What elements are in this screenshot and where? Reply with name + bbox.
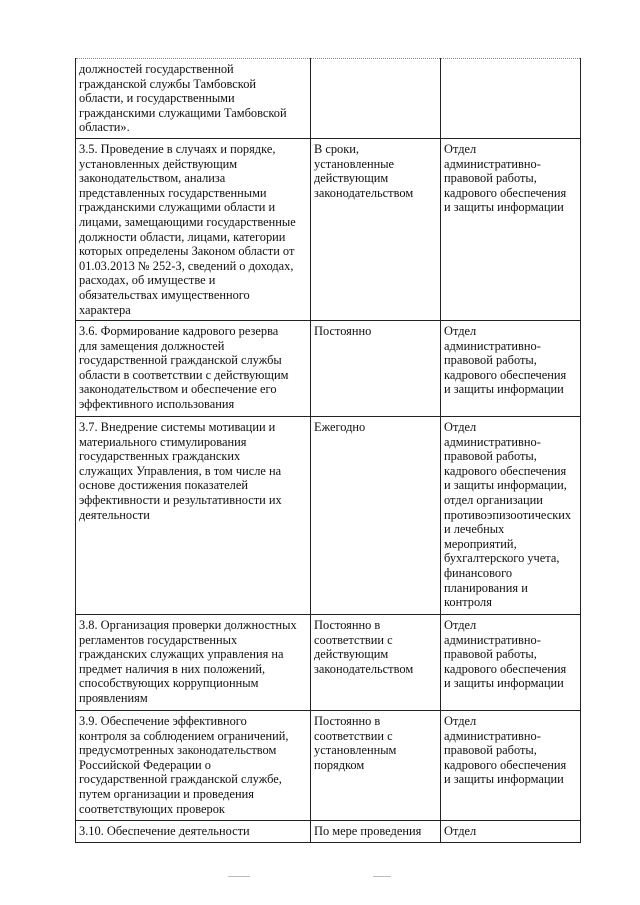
- activity-cell: [76, 417, 311, 615]
- activity-text: 3.5. Проведение в случаях и порядке, установленных действующим законодательством, анализа представленных государственными гражданскими служащими области и лицами, замещающими государственные должности области, лицами, категории которых определены Законом области от 01.03.2013 № 252-З, сведений о доходах, расходах, об имуществе и обязательствах имущественного характера: [79, 141, 296, 317]
- activity-cell: [76, 821, 311, 843]
- deadline-cell: [311, 615, 441, 711]
- activity-text: 3.8. Организация проверки должностных регламентов государственных гражданских служащих управления на предмет наличия в них положений, способствующих коррупционным проявлениям: [79, 618, 297, 706]
- responsible-cell: [441, 138, 581, 320]
- deadline-cell: [311, 417, 441, 615]
- activity-cell: [76, 59, 311, 139]
- responsible-text: Отдел административно- правовой работы, кадрового обеспечения и защиты информации: [444, 618, 567, 691]
- deadline-text: Постоянно в соответствии с действующим законодательством: [314, 618, 414, 676]
- responsible-text: Отдел административно- правовой работы, кадрового обеспечения и защиты информации, отдел организации противоэпизоотических и лечебных мероприятий, бухгалтерского учета, финансового планирования и контроля: [444, 420, 572, 610]
- table-row: [76, 321, 581, 417]
- table-row: [76, 711, 581, 821]
- table-row: [76, 417, 581, 615]
- activity-text: 3.6. Формирование кадрового резерва для замещения должностей государственной гражданской службы области в соответствии с действующим законодательством и обеспечение его эффективного использования: [79, 324, 289, 412]
- deadline-cell: [311, 711, 441, 821]
- activity-text: 3.7. Внедрение системы мотивации и материального стимулирования государственных гражданских служащих Управления, в том числе на основе достижения показателей эффективности и результативности их деятельности: [79, 420, 282, 522]
- responsible-cell: [441, 615, 581, 711]
- activity-cell: [76, 711, 311, 821]
- activity-text: 3.10. Обеспечение деятельности: [79, 824, 250, 839]
- responsible-cell: [441, 321, 581, 417]
- anticorruption-plan-table: [75, 58, 581, 843]
- activity-text: 3.9. Обеспечение эффективного контроля за соблюдением ограничений, предусмотренных законодательством Российской Федерации о государственной гражданской службе, путем организации и проведения соответствующих проверок: [79, 714, 289, 816]
- deadline-cell: [311, 59, 441, 139]
- activity-cell: [76, 615, 311, 711]
- deadline-cell: [311, 138, 441, 320]
- deadline-text: В сроки, установленные действующим законодательством: [314, 141, 414, 200]
- table-row: [76, 59, 581, 139]
- deadline-text: Ежегодно: [314, 420, 366, 435]
- activity-cell: [76, 138, 311, 320]
- responsible-text: Отдел административно- правовой работы, кадрового обеспечения и защиты информации: [444, 141, 567, 215]
- responsible-text: Отдел административно- правовой работы, кадрового обеспечения и защиты информации: [444, 714, 567, 787]
- responsible-text: Отдел административно- правовой работы, кадрового обеспечения и защиты информации: [444, 324, 567, 397]
- deadline-text: Постоянно: [314, 324, 372, 339]
- activity-text: должностей государственной гражданской службы Тамбовской области, и государственными гражданскими служащими Тамбовской области».: [79, 62, 287, 135]
- deadline-cell: [311, 321, 441, 417]
- activity-cell: [76, 321, 311, 417]
- deadline-text: Постоянно в соответствии с установленным порядком: [314, 714, 397, 772]
- scan-artifact: [373, 876, 391, 877]
- table-row: [76, 138, 581, 320]
- deadline-text: По мере проведения: [314, 824, 422, 839]
- responsible-cell: [441, 711, 581, 821]
- responsible-cell: [441, 59, 581, 139]
- scan-artifact: [228, 876, 250, 877]
- responsible-cell: [441, 821, 581, 843]
- responsible-cell: [441, 417, 581, 615]
- responsible-text: Отдел: [444, 824, 477, 839]
- table-row: [76, 615, 581, 711]
- table-row: [76, 821, 581, 843]
- deadline-cell: [311, 821, 441, 843]
